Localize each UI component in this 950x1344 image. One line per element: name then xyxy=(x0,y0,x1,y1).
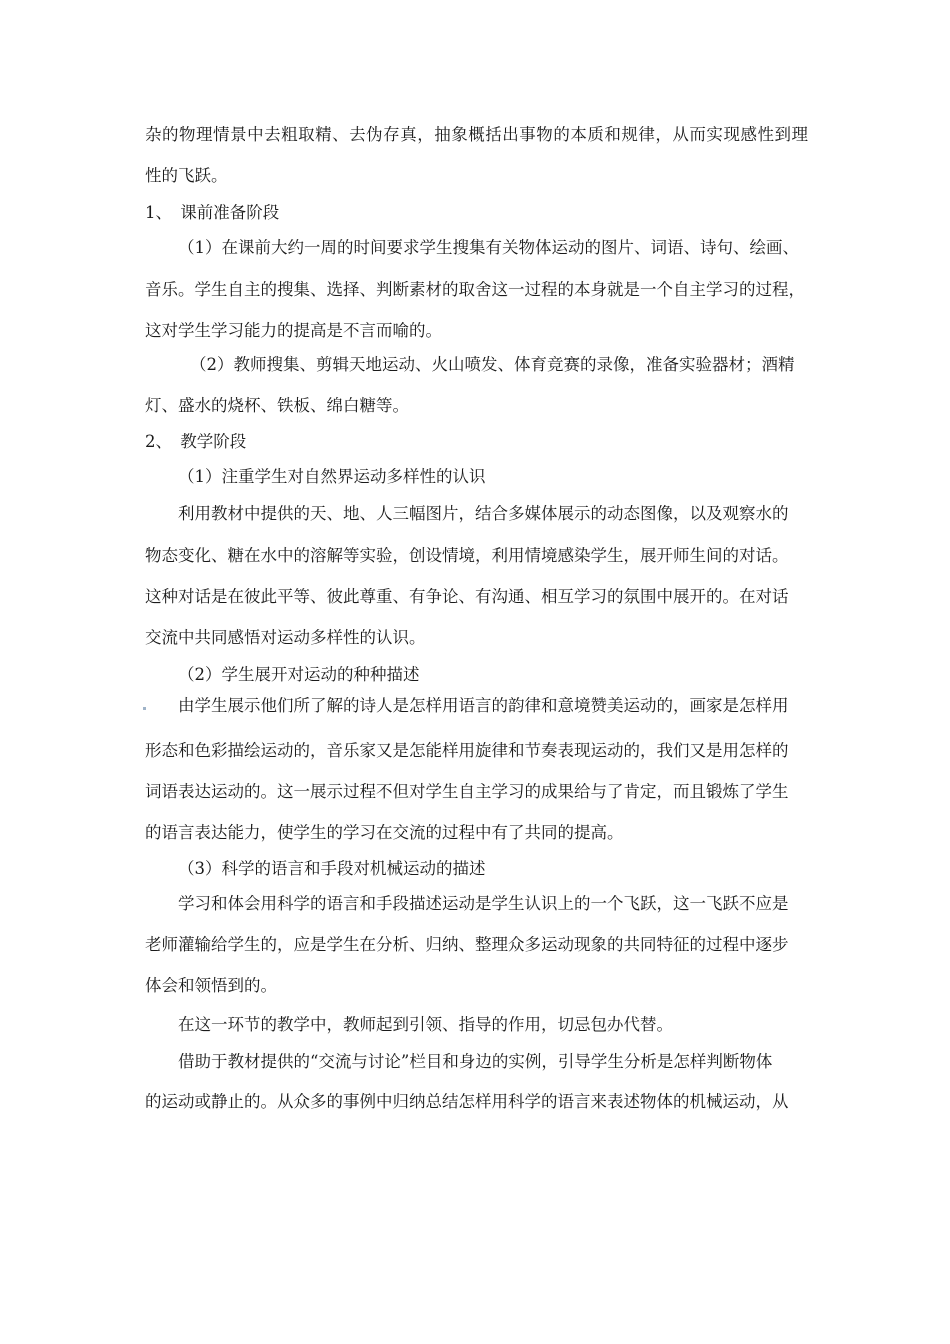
text-line: 物态变化、糖在水中的溶解等实验，创设情境，利用情境感染学生，展开师生间的对话。 xyxy=(145,546,789,565)
text-line: 形态和色彩描绘运动的，音乐家又是怎能样用旋律和节奏表现运动的，我们又是用怎样的 xyxy=(145,741,789,760)
text-line: 杂的物理情景中去粗取精、去伪存真，抽象概括出事物的本质和规律，从而实现感性到理 xyxy=(145,125,808,144)
text-line: （2）教师搜集、剪辑天地运动、火山喷发、体育竞赛的录像，准备实验器材；酒精 xyxy=(190,355,795,374)
text-line: （1）在课前大约一周的时间要求学生搜集有关物体运动的图片、词语、诗句、绘画、 xyxy=(178,238,799,257)
subsection-heading: （1）注重学生对自然界运动多样性的认识 xyxy=(178,467,486,486)
text-line: 音乐。学生自主的搜集、选择、判断素材的取舍这一过程的本身就是一个自主学习的过程， xyxy=(145,280,805,299)
text-line: 利用教材中提供的天、地、人三幅图片，结合多媒体展示的动态图像，以及观察水的 xyxy=(178,504,789,523)
text-line: 词语表达运动的。这一展示过程不但对学生自主学习的成果给与了肯定，而且锻炼了学生 xyxy=(145,782,789,801)
text-line: 学习和体会用科学的语言和手段描述运动是学生认识上的一个飞跃，这一飞跃不应是 xyxy=(178,894,789,913)
text-line: 由学生展示他们所了解的诗人是怎样用语言的韵律和意境赞美运动的，画家是怎样用 xyxy=(178,696,789,715)
stray-mark xyxy=(143,707,146,710)
subsection-heading: （3）科学的语言和手段对机械运动的描述 xyxy=(178,859,486,878)
text-line: 灯、盛水的烧杯、铁板、绵白糖等。 xyxy=(145,396,409,415)
subsection-heading: （2）学生展开对运动的种种描述 xyxy=(178,665,420,684)
text-line: 的语言表达能力，使学生的学习在交流的过程中有了共同的提高。 xyxy=(145,823,624,842)
section-heading: 2、 教学阶段 xyxy=(145,432,247,451)
text-line: 这种对话是在彼此平等、彼此尊重、有争论、有沟通、相互学习的氛围中展开的。在对话 xyxy=(145,587,789,606)
text-line: 在这一环节的教学中，教师起到引领、指导的作用，切忌包办代替。 xyxy=(178,1015,673,1034)
text-line: 的运动或静止的。从众多的事例中归纳总结怎样用科学的语言来表述物体的机械运动，从 xyxy=(145,1092,789,1111)
section-heading: 1、 课前准备阶段 xyxy=(145,203,280,222)
text-line: 体会和领悟到的。 xyxy=(145,976,277,995)
text-line: 老师灌输给学生的，应是学生在分析、归纳、整理众多运动现象的共同特征的过程中逐步 xyxy=(145,935,789,954)
text-line: 借助于教材提供的“交流与讨论”栏目和身边的实例，引导学生分析是怎样判断物体 xyxy=(178,1052,773,1071)
text-line: 性的飞跃。 xyxy=(145,166,228,185)
text-line: 这对学生学习能力的提高是不言而喻的。 xyxy=(145,321,442,340)
text-line: 交流中共同感悟对运动多样性的认识。 xyxy=(145,628,426,647)
